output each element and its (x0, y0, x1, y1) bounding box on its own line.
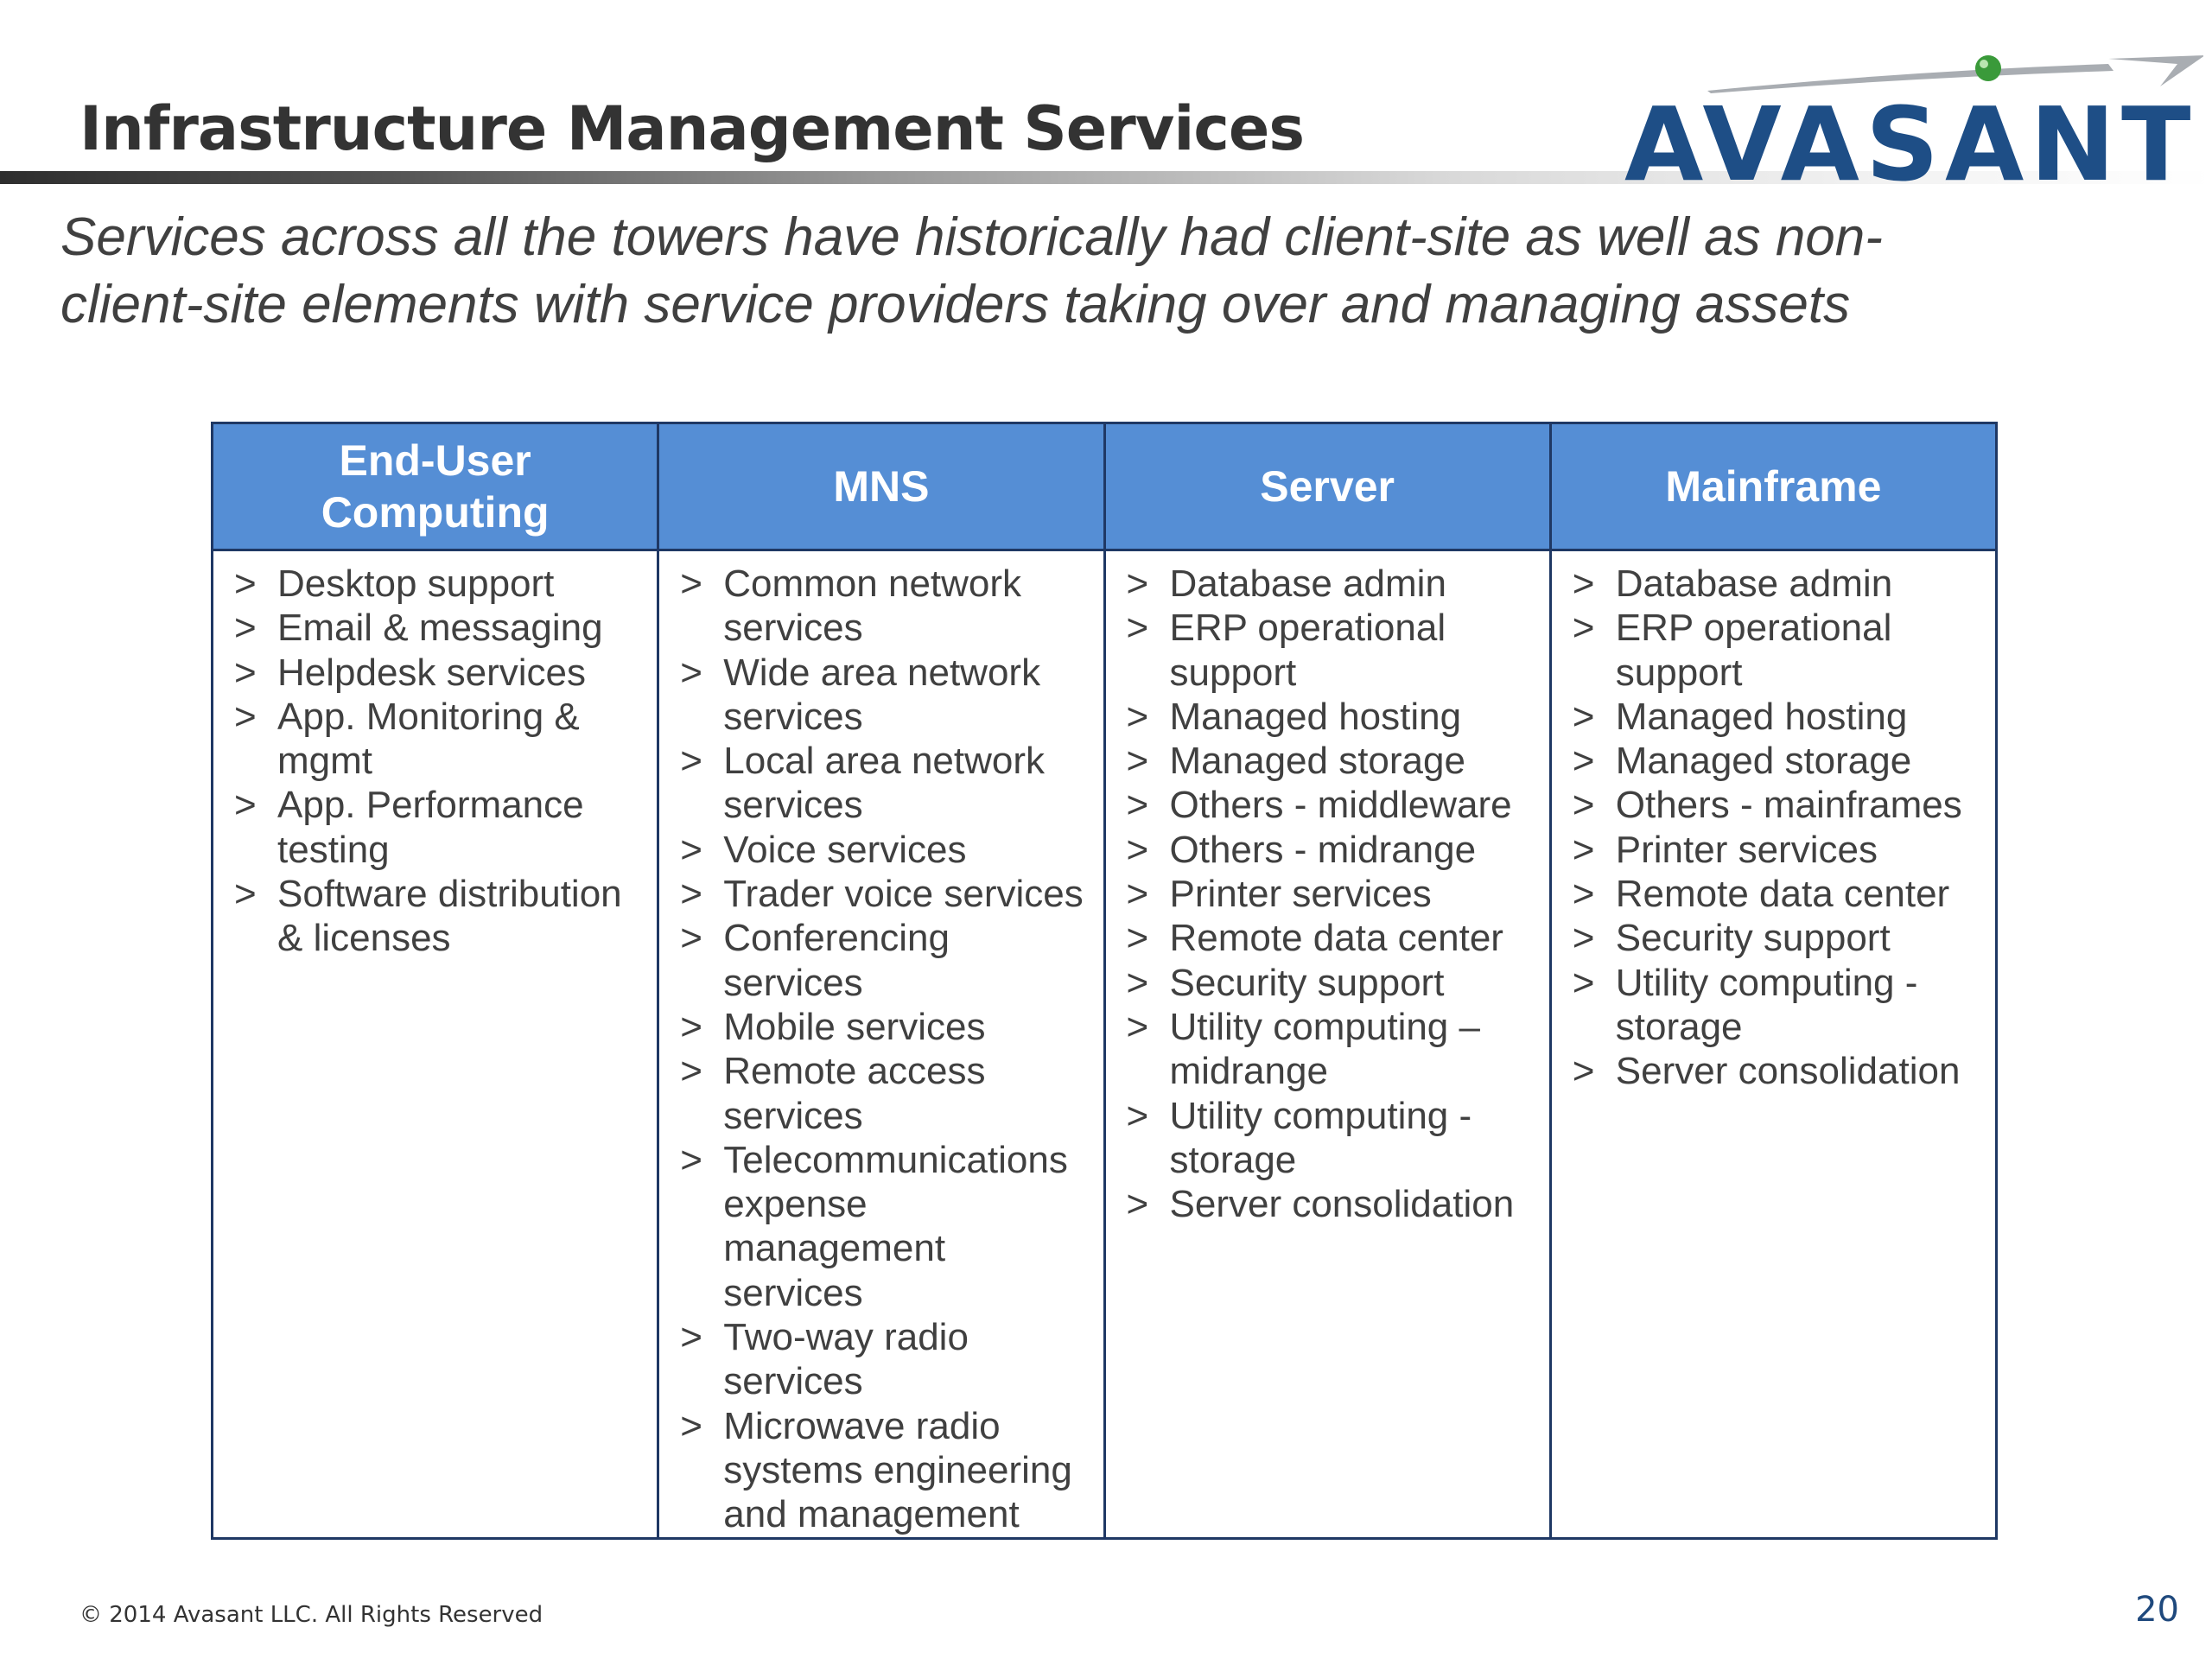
service-label: App. Monitoring & mgmt (277, 695, 580, 783)
service-list-item (227, 562, 643, 606)
service-list-item (673, 1049, 1089, 1138)
service-label: ERP operational support (1169, 607, 1446, 694)
chevron-right-icon: > (234, 873, 257, 916)
chevron-right-icon: > (1572, 695, 1595, 738)
column-header-mns: MNS (658, 423, 1104, 550)
service-list-item (1120, 606, 1535, 695)
chevron-right-icon: > (680, 1050, 702, 1093)
service-list-item (1120, 562, 1535, 606)
column-header-mainframe: Mainframe (1550, 423, 1996, 550)
chevron-right-icon: > (1126, 563, 1149, 605)
chevron-right-icon: > (1126, 1183, 1149, 1226)
chevron-right-icon: > (680, 563, 702, 605)
service-list-item (673, 872, 1089, 916)
column-header-end-user-computing: End-User Computing (213, 423, 658, 550)
service-label: Microwave radio systems engineering and management (723, 1404, 1072, 1536)
service-list-item (673, 1138, 1089, 1315)
service-label: Conferencing services (723, 917, 950, 1004)
services-table (211, 422, 1998, 1540)
service-label: Managed hosting (1169, 695, 1462, 738)
service-label: Security support (1615, 917, 1891, 960)
service-list-item (1566, 916, 1981, 960)
chevron-right-icon: > (1572, 607, 1595, 650)
chevron-right-icon: > (1126, 1094, 1149, 1137)
chevron-right-icon: > (1572, 784, 1595, 827)
chevron-right-icon: > (1572, 828, 1595, 871)
slide-title: Infrastructure Management Services (79, 93, 1305, 164)
column-mns (658, 550, 1104, 1539)
service-label: Wide area network services (723, 651, 1041, 738)
service-list-item (1120, 916, 1535, 960)
service-list-item (1120, 1005, 1535, 1094)
service-list-item (1566, 872, 1981, 916)
chevron-right-icon: > (234, 651, 257, 694)
service-label: Server consolidation (1615, 1050, 1961, 1093)
service-list-item (673, 562, 1089, 651)
service-list-item (1566, 739, 1981, 783)
logo-wordmark: AVASANT (1624, 85, 2197, 204)
chevron-right-icon: > (680, 740, 702, 783)
service-list-item (1566, 1049, 1981, 1093)
service-label: Mobile services (723, 1005, 986, 1048)
chevron-right-icon: > (1572, 740, 1595, 783)
chevron-right-icon: > (1572, 563, 1595, 605)
service-label: Others - mainframes (1615, 784, 1962, 827)
service-list-item (1566, 606, 1981, 695)
chevron-right-icon: > (680, 1316, 702, 1359)
service-list-item (1120, 828, 1535, 872)
chevron-right-icon: > (680, 917, 702, 960)
chevron-right-icon: > (680, 1404, 702, 1447)
service-list-item (1120, 1094, 1535, 1183)
service-label: Printer services (1615, 828, 1878, 871)
service-label: Two-way radio services (723, 1316, 969, 1403)
service-list-item (1120, 872, 1535, 916)
chevron-right-icon: > (1126, 873, 1149, 916)
service-list-item (1120, 1182, 1535, 1226)
service-list-item (1566, 828, 1981, 872)
logo-green-dot (1975, 55, 2001, 81)
chevron-right-icon: > (680, 1005, 702, 1048)
service-list-item (673, 1315, 1089, 1404)
service-list-item (1566, 783, 1981, 827)
service-label: Printer services (1169, 873, 1432, 916)
chevron-right-icon: > (234, 784, 257, 827)
service-label: Email & messaging (277, 607, 603, 650)
service-label: Remote data center (1615, 873, 1950, 916)
service-label: Database admin (1169, 563, 1446, 605)
service-label: Local area network services (723, 740, 1046, 827)
service-label: Desktop support (277, 563, 555, 605)
service-list-item (673, 916, 1089, 1005)
service-label: ERP operational support (1615, 607, 1892, 694)
chevron-right-icon: > (1572, 917, 1595, 960)
chevron-right-icon: > (680, 828, 702, 871)
page-number: 20 (2135, 1590, 2179, 1630)
service-label: Helpdesk services (277, 651, 587, 694)
chevron-right-icon: > (234, 695, 257, 738)
service-list-item (1120, 695, 1535, 739)
service-label: Managed storage (1169, 740, 1465, 783)
service-label: Common network services (723, 563, 1022, 650)
service-list-item (1566, 695, 1981, 739)
slide-subtitle: Services across all the towers have historically had client-site as well as non-client-site elements with service providers taking over and managing assets (60, 207, 1883, 334)
service-label: Managed hosting (1615, 695, 1908, 738)
service-label: Others - midrange (1169, 828, 1477, 871)
chevron-right-icon: > (234, 607, 257, 650)
chevron-right-icon: > (680, 1138, 702, 1181)
service-label: Telecommunications expense management services (723, 1138, 1068, 1314)
service-label: Remote access services (723, 1050, 986, 1137)
service-list-item (227, 651, 643, 695)
service-label: Others - middleware (1169, 784, 1512, 827)
service-label: Voice services (723, 828, 967, 871)
chevron-right-icon: > (1126, 695, 1149, 738)
service-label: App. Performance testing (277, 784, 584, 871)
service-list-item (673, 739, 1089, 828)
service-list-item (1566, 562, 1981, 606)
chevron-right-icon: > (234, 563, 257, 605)
chevron-right-icon: > (1572, 873, 1595, 916)
service-label: Remote data center (1169, 917, 1503, 960)
service-label: Utility computing – midrange (1169, 1005, 1480, 1093)
chevron-right-icon: > (680, 873, 702, 916)
chevron-right-icon: > (1126, 828, 1149, 871)
column-end-user-computing (213, 550, 658, 1539)
service-label: Utility computing - storage (1615, 961, 1918, 1048)
chevron-right-icon: > (1126, 607, 1149, 650)
chevron-right-icon: > (1126, 961, 1149, 1004)
service-list-item (1120, 783, 1535, 827)
service-label: Database admin (1615, 563, 1893, 605)
chevron-right-icon: > (680, 651, 702, 694)
column-server (1104, 550, 1550, 1539)
column-mainframe (1550, 550, 1996, 1539)
column-header-server: Server (1104, 423, 1550, 550)
service-list-item (227, 606, 643, 650)
service-label: Utility computing - storage (1169, 1094, 1472, 1181)
service-label: Software distribution & licenses (277, 873, 622, 960)
chevron-right-icon: > (1126, 740, 1149, 783)
chevron-right-icon: > (1126, 1005, 1149, 1048)
service-list-item (673, 651, 1089, 740)
service-label: Security support (1169, 961, 1445, 1004)
service-label: Managed storage (1615, 740, 1912, 783)
service-list-item (1120, 739, 1535, 783)
service-list-item (227, 695, 643, 784)
service-label: Server consolidation (1169, 1183, 1515, 1226)
chevron-right-icon: > (1572, 961, 1595, 1004)
service-list-item (673, 1404, 1089, 1537)
service-list-item (673, 1005, 1089, 1049)
chevron-right-icon: > (1126, 784, 1149, 827)
copyright-notice: © 2014 Avasant LLC. All Rights Reserved (79, 1602, 543, 1628)
service-list-item (1566, 961, 1981, 1050)
chevron-right-icon: > (1572, 1050, 1595, 1093)
chevron-right-icon: > (1126, 917, 1149, 960)
service-list-item (227, 783, 643, 872)
service-label: Trader voice services (723, 873, 1084, 916)
service-list-item (673, 828, 1089, 872)
avasant-logo (1624, 52, 2203, 204)
service-list-item (1120, 961, 1535, 1005)
service-list-item (227, 872, 643, 961)
